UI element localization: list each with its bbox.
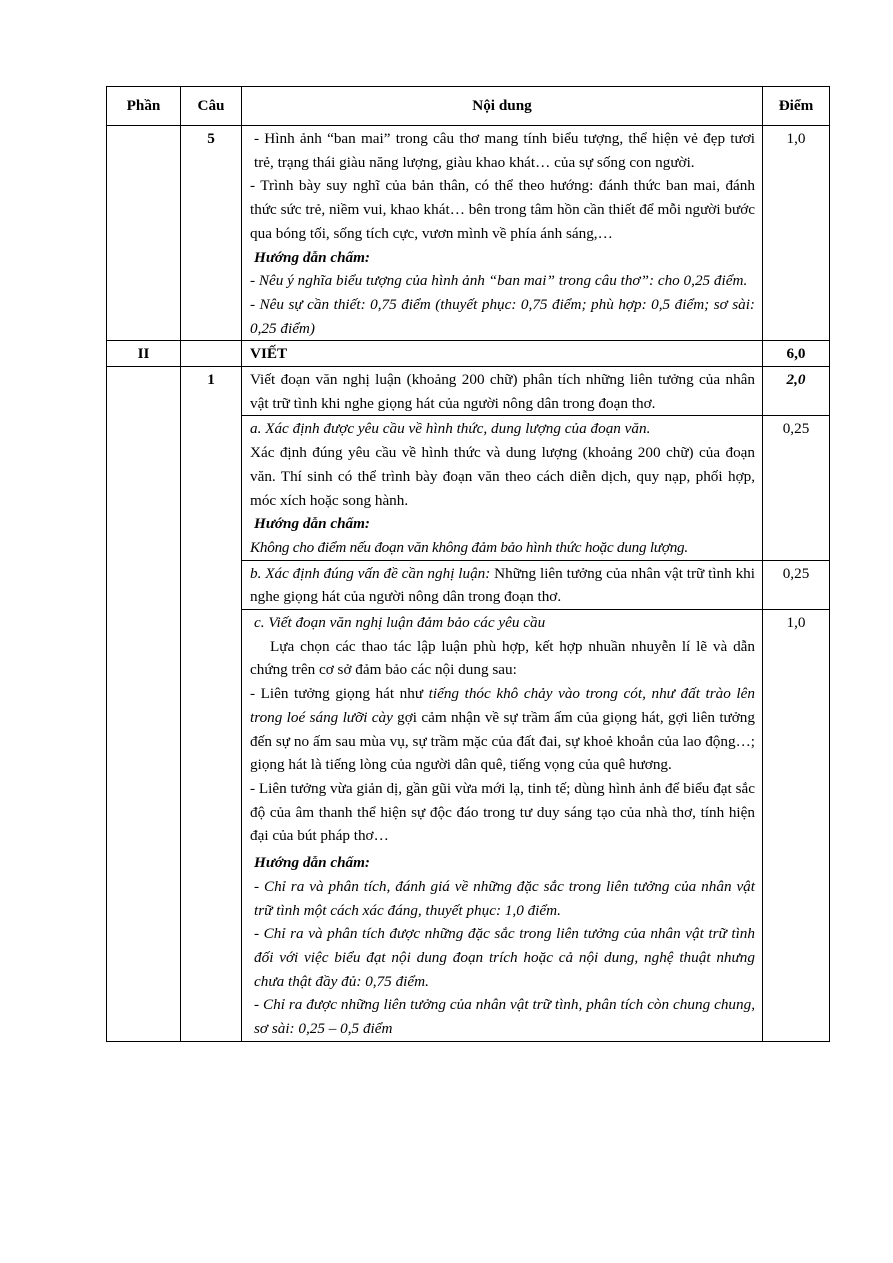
question-number: 1 [181, 367, 242, 1042]
grading-table [106, 86, 830, 1042]
question-score: 2,0 [763, 367, 830, 416]
part-number: II [107, 341, 181, 367]
criterion-title: c. Viết đoạn văn nghị luận đảm bảo các yêu cầu [254, 614, 546, 632]
answer-point [250, 682, 755, 777]
criterion-score: 0,25 [763, 560, 830, 609]
guide-item: Không cho điểm nếu đoạn văn không đảm bảo hình thức hoặc dung lượng. [250, 538, 688, 556]
criterion-text: Những liên tưởng của nhân vật trữ tình khi nghe giọng hát của người nông dân trong đoạn thơ. [250, 564, 755, 606]
criterion-score: 1,0 [763, 610, 830, 1042]
guide-item: - Nêu ý nghĩa biểu tượng của hình ảnh “ban mai” trong câu thơ”: cho 0,25 điểm. [250, 272, 748, 290]
guide-title: Hướng dẫn chấm: [254, 854, 370, 872]
header-diem: Điểm [763, 87, 830, 126]
answer-point-lead: - Liên tưởng giọng hát như [250, 685, 429, 703]
phan-cell-empty [107, 367, 181, 1042]
criterion-intro: Lựa chọn các thao tác lập luận phù hợp, kết hợp nhuần nhuyễn lí lẽ và dẫn chứng trên cơ sở đảm bảo các nội dung sau: [250, 637, 755, 679]
question-number: 5 [181, 126, 242, 341]
question-5-content [242, 126, 763, 341]
criterion-c-content [242, 610, 763, 1042]
answer-point: - Trình bày suy nghĩ của bản thân, có thể theo hướng: đánh thức ban mai, đánh thức sức trẻ, niềm vui, khao khát… bên trong tâm hồn cần thiết để mỗi người bước qua bóng tối, sống tích cực, vươn mình về phía ánh sáng,… [250, 177, 755, 242]
question-1-intro-row [107, 367, 830, 416]
guide-item: - Chỉ ra và phân tích, đánh giá về những đặc sắc trong liên tưởng của nhân vật trữ tình một cách xác đáng, thuyết phục: 1,0 điểm. [254, 877, 755, 919]
guide-item: - Chỉ ra được những liên tưởng của nhân vật trữ tình, phân tích còn chung chung, sơ sài: 0,25 – 0,5 điểm [254, 996, 755, 1038]
cau-cell-empty [181, 341, 242, 367]
phan-cell-empty [107, 126, 181, 341]
header-phan: Phần [107, 87, 181, 126]
header-noi-dung: Nội dung [242, 87, 763, 126]
part-score: 6,0 [763, 341, 830, 367]
guide-title: Hướng dẫn chấm: [254, 248, 370, 266]
criterion-title: b. Xác định đúng vấn đề cần nghị luận: [250, 564, 491, 582]
guide-item: - Nêu sự cần thiết: 0,75 điểm (thuyết phục: 0,75 điểm; phù hợp: 0,5 điểm; sơ sài: 0,25 điểm) [250, 295, 755, 337]
question-5-row [107, 126, 830, 341]
criterion-score: 0,25 [763, 416, 830, 560]
part-title: VIẾT [242, 341, 763, 367]
criterion-b-content [242, 560, 763, 609]
answer-point: - Liên tưởng vừa giản dị, gần gũi vừa mới lạ, tinh tế; dùng hình ảnh để biểu đạt sắc độ của âm thanh thể hiện sự độc đáo trong tư duy sáng tạo của nhà thơ, tính hiện đại của bút pháp thơ… [250, 779, 755, 845]
answer-point: - Hình ảnh “ban mai” trong câu thơ mang tính biểu tượng, thể hiện vẻ đẹp tươi trẻ, trạng thái giàu năng lượng, giàu khao khát… của sự sống con người. [254, 130, 755, 171]
criterion-a-content [242, 416, 763, 560]
answer-point-rest: gợi cảm nhận về sự trầm ấm của giọng hát, gợi liên tưởng đến sự no ấm sau mùa vụ, sự trầm mặc của đất đai, sự khoẻ khoắn của lao động…; giọng hát là tiếng lòng của người dân quê, tiếng vọng của quê hương. [250, 708, 755, 774]
criterion-b-paragraph [250, 562, 755, 609]
header-row [107, 87, 830, 126]
guide-title: Hướng dẫn chấm: [254, 515, 370, 533]
criterion-title: a. Xác định được yêu cầu về hình thức, dung lượng của đoạn văn. [250, 420, 651, 438]
part-2-row [107, 341, 830, 367]
score: 1,0 [763, 126, 830, 341]
header-cau: Câu [181, 87, 242, 126]
criterion-text: Xác định đúng yêu cầu về hình thức và dung lượng (khoảng 200 chữ) của đoạn văn. Thí sinh có thể trình bày đoạn văn theo cách diễn dịch, quy nạp, phối hợp, móc xích hoặc song hành. [250, 444, 755, 509]
guide-item: - Chỉ ra và phân tích được những đặc sắc trong liên tưởng của nhân vật trữ tình đối với việc biểu đạt nội dung đoạn trích hoặc cả nội dung, nghệ thuật nhưng chưa thật đầy đủ: 0,75 điểm. [254, 925, 755, 990]
quoted-verse: tiếng thóc khô chảy vào trong cót, như đất trào lên trong loé sáng lưỡi cày [250, 685, 755, 726]
question-1-intro: Viết đoạn văn nghị luận (khoảng 200 chữ) phân tích những liên tưởng của nhân vật trữ tình khi nghe giọng hát của người nông dân trong đoạn thơ. [242, 367, 763, 416]
